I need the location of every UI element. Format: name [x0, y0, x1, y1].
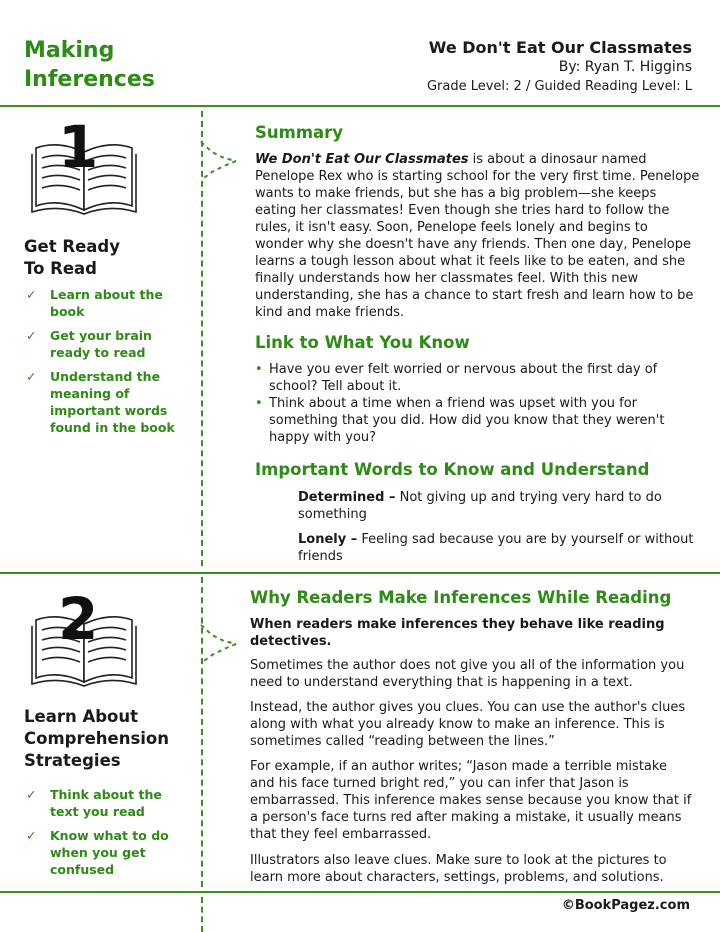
step2-checklist [24, 786, 194, 885]
vocab-term: Determined – [298, 490, 396, 505]
section-divider [0, 572, 720, 574]
checklist-item-label: Get your brain ready to read [50, 328, 152, 360]
step-number: 1 [58, 113, 99, 181]
book-info [427, 38, 692, 96]
footer-divider [0, 891, 720, 893]
bullet-icon: • [255, 396, 263, 411]
step1-title-line1: Get Ready [24, 237, 120, 256]
summary-text [255, 151, 700, 321]
page-title-line1: Making [24, 38, 115, 63]
why-paragraph-3: For example, if an author writes; “Jason made a terrible mistake and his face turned bright red,” you can infer that Jason is embarrassed. This inference makes sense because you know that if a person's face turns red after making a mistake, it usually means that they feel embarrassed. [250, 759, 692, 842]
step2-title [24, 706, 169, 772]
bullet-icon: • [255, 362, 263, 377]
book-title: We Don't Eat Our Classmates [428, 38, 692, 57]
list-item [255, 361, 700, 395]
dashed-arrow-icon [198, 623, 238, 663]
step1-title-line2: To Read [24, 259, 97, 278]
page-title [24, 36, 155, 94]
checklist-item [24, 286, 194, 320]
link-list [255, 361, 700, 446]
footer-copyright: ©BookPagez.com [561, 898, 690, 913]
checklist-item-label: Understand the meaning of important words found in the book [50, 369, 175, 435]
checkmark-icon: ✓ [26, 787, 37, 802]
vocab-heading: Important Words to Know and Understand [255, 460, 650, 479]
checkmark-icon: ✓ [26, 287, 37, 302]
checklist-item [24, 786, 194, 820]
step2-title-line1: Learn About [24, 707, 139, 726]
summary-body: is about a dinosaur named Penelope Rex who is starting school for the very first time. Penelope wants to make friends, but she has a big problem—she keeps eating her classmates! Even though she tries hard to follow the rules, it isn't easy. Soon, Penelope feels lonely and begins to wonder why she doesn't have any friends. Then one day, Penelope learns a tough lesson about what it feels like to be eaten, and she finally understands how her classmates feel. With this new understanding, she has a chance to start fresh and learn how to be kind and make friends. [255, 152, 700, 320]
list-item-text: Have you ever felt worried or nervous about the first day of school? Tell about it. [269, 362, 658, 394]
vocab-entry [298, 531, 698, 565]
book-level: Grade Level: 2 / Guided Reading Level: L [426, 79, 692, 94]
why-heading: Why Readers Make Inferences While Reading [250, 588, 672, 607]
checklist-item-label: Know what to do when you get confused [50, 828, 169, 877]
checkmark-icon: ✓ [26, 328, 37, 343]
header-divider [0, 105, 720, 107]
vocab-term: Lonely – [298, 532, 358, 547]
summary-heading: Summary [255, 123, 344, 142]
checklist-item-label: Think about the text you read [50, 787, 162, 819]
book-author: By: Ryan T. Higgins [558, 59, 692, 75]
step2-title-line3: Strategies [24, 751, 121, 770]
step2-title-line2: Comprehension [24, 729, 170, 748]
list-item [255, 395, 700, 446]
step-number: 2 [58, 585, 99, 653]
link-heading: Link to What You Know [255, 333, 470, 352]
vocab-entry [298, 489, 698, 523]
list-item-text: Think about a time when a friend was upset with you for something that you did. How did you know that they weren't happy with you? [269, 396, 665, 445]
checklist-item [24, 827, 194, 878]
why-paragraph-1: Sometimes the author does not give you all of the information you need to understand everything that is happening in a text. [250, 658, 685, 690]
summary-book-title: We Don't Eat Our Classmates [255, 152, 469, 167]
checklist-item-label: Learn about the book [50, 287, 163, 319]
vocab-definition: Not giving up and trying very hard to do something [298, 490, 662, 522]
checklist-item [24, 368, 194, 436]
column-divider-3 [201, 897, 203, 932]
checkmark-icon: ✓ [26, 828, 37, 843]
why-paragraph-4: Illustrators also leave clues. Make sure to look at the pictures to learn more about characters, settings, problems, and solutions. [250, 853, 667, 885]
step1-title [24, 236, 120, 280]
why-lead: When readers make inferences they behave like reading detectives. [250, 617, 665, 649]
why-paragraph-2: Instead, the author gives you clues. You can use the author's clues along with what you already know to make an inference. This is sometimes called “reading between the lines.” [250, 700, 686, 749]
dashed-arrow-icon [198, 140, 238, 180]
checkmark-icon: ✓ [26, 369, 37, 384]
checklist-item [24, 327, 194, 361]
vocab-definition: Feeling sad because you are by yourself or without friends [298, 532, 694, 564]
step1-checklist [24, 286, 194, 443]
page-title-line2: Inferences [24, 67, 155, 92]
